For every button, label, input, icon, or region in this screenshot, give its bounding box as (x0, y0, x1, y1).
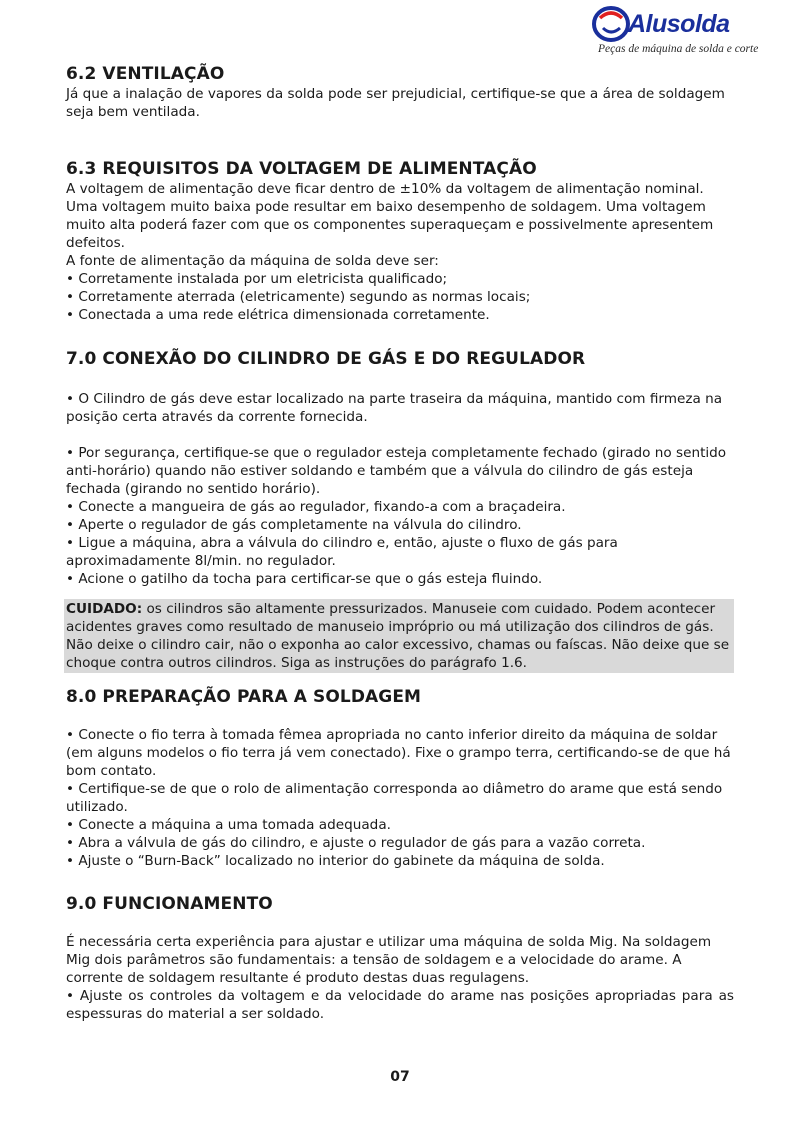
section-6-3-list (66, 270, 734, 324)
list-item: • Certifique-se de que o rolo de alimentação corresponda ao diâmetro do arame que está sendo utilizado. (66, 780, 734, 816)
list-item: • Ligue a máquina, abra a válvula do cilindro e, então, ajuste o fluxo de gás para aproximadamente 8l/min. no regulador. (66, 534, 734, 570)
section-7-0-title: 7.0 CONEXÃO DO CILINDRO DE GÁS E DO REGULADOR (66, 349, 586, 369)
section-6-3-intro: A fonte de alimentação da máquina de solda deve ser: (66, 253, 439, 269)
section-7-0-list-a (66, 390, 734, 426)
logo-swirl-icon (592, 4, 632, 44)
section-7-0-list-b (66, 444, 734, 588)
section-9-0-title: 9.0 FUNCIONAMENTO (66, 894, 273, 914)
list-item: • Ajuste o “Burn-Back” localizado no interior do gabinete da máquina de solda. (66, 852, 734, 870)
list-item: • Corretamente instalada por um eletricista qualificado; (66, 270, 734, 288)
page-number: 07 (390, 1069, 410, 1085)
list-item: • Abra a válvula de gás do cilindro, e ajuste o regulador de gás para a vazão correta. (66, 834, 734, 852)
list-item: • Por segurança, certifique-se que o regulador esteja completamente fechado (girado no sentido anti-horário) quando não estiver soldando e também que a válvula do cilindro de gás esteja fechada (girando no sentido horário). (66, 444, 734, 498)
section-6-2-text: Já que a inalação de vapores da solda pode ser prejudicial, certifique-se que a área de soldagem seja bem ventilada. (66, 86, 725, 120)
caution-box (64, 599, 734, 673)
list-item: • Ajuste os controles da voltagem e da velocidade do arame nas posições apropriadas para as espessuras do material a ser soldado. (66, 987, 734, 1023)
list-item: • Conecte a máquina a uma tomada adequada. (66, 816, 734, 834)
list-item: • O Cilindro de gás deve estar localizado na parte traseira da máquina, mantido com firmeza na posição certa através da corrente fornecida. (66, 390, 734, 426)
logo-brand-name: Alusolda (628, 10, 730, 38)
section-8-0-list (66, 726, 734, 870)
logo-tagline: Peças de máquina de solda e corte (598, 43, 759, 55)
alusolda-logo (592, 4, 759, 62)
caution-label: CUIDADO: (66, 601, 143, 617)
section-6-2-title: 6.2 VENTILAÇÃO (66, 64, 225, 84)
list-item: • Conectada a uma rede elétrica dimensionada corretamente. (66, 306, 734, 324)
caution-text: os cilindros são altamente pressurizados. Manuseie com cuidado. Podem acontecer acidentes graves como resultado de manuseio impróprio ou má utilização dos cilindros de gás. Não deixe o cilindro cair, não o exponha ao calor excessivo, chamas ou faíscas. Não deixe que se choque contra outros cilindros. Siga as instruções do parágrafo 1.6. (66, 601, 730, 671)
section-6-3-title: 6.3 REQUISITOS DA VOLTAGEM DE ALIMENTAÇÃO (66, 159, 537, 179)
section-9-0-text: É necessária certa experiência para ajustar e utilizar uma máquina de solda Mig. Na soldagem Mig dois parâmetros são fundamentais: a tensão de soldagem e a velocidade do arame. A corrente de soldagem resultante é produto destas duas regulagens. (66, 934, 712, 986)
list-item: • Acione o gatilho da tocha para certificar-se que o gás esteja fluindo. (66, 570, 734, 588)
list-item: • Aperte o regulador de gás completamente na válvula do cilindro. (66, 516, 734, 534)
list-item: • Conecte o fio terra à tomada fêmea apropriada no canto inferior direito da máquina de soldar (em alguns modelos o fio terra já vem conectado). Fixe o grampo terra, certificando-se de que há bom contato. (66, 726, 734, 780)
list-item: • Conecte a mangueira de gás ao regulador, fixando-a com a braçadeira. (66, 498, 734, 516)
section-9-0-list (66, 987, 734, 1023)
section-8-0-title: 8.0 PREPARAÇÃO PARA A SOLDAGEM (66, 687, 422, 707)
section-6-3-text: A voltagem de alimentação deve ficar dentro de ±10% da voltagem de alimentação nominal. Uma voltagem muito baixa pode resultar em baixo desempenho de soldagem. Uma voltagem muito alta poderá fazer com que os componentes superaqueçam e possivelmente apresentem defeitos. (66, 181, 714, 251)
page-content (66, 64, 734, 1023)
list-item: • Corretamente aterrada (eletricamente) segundo as normas locais; (66, 288, 734, 306)
